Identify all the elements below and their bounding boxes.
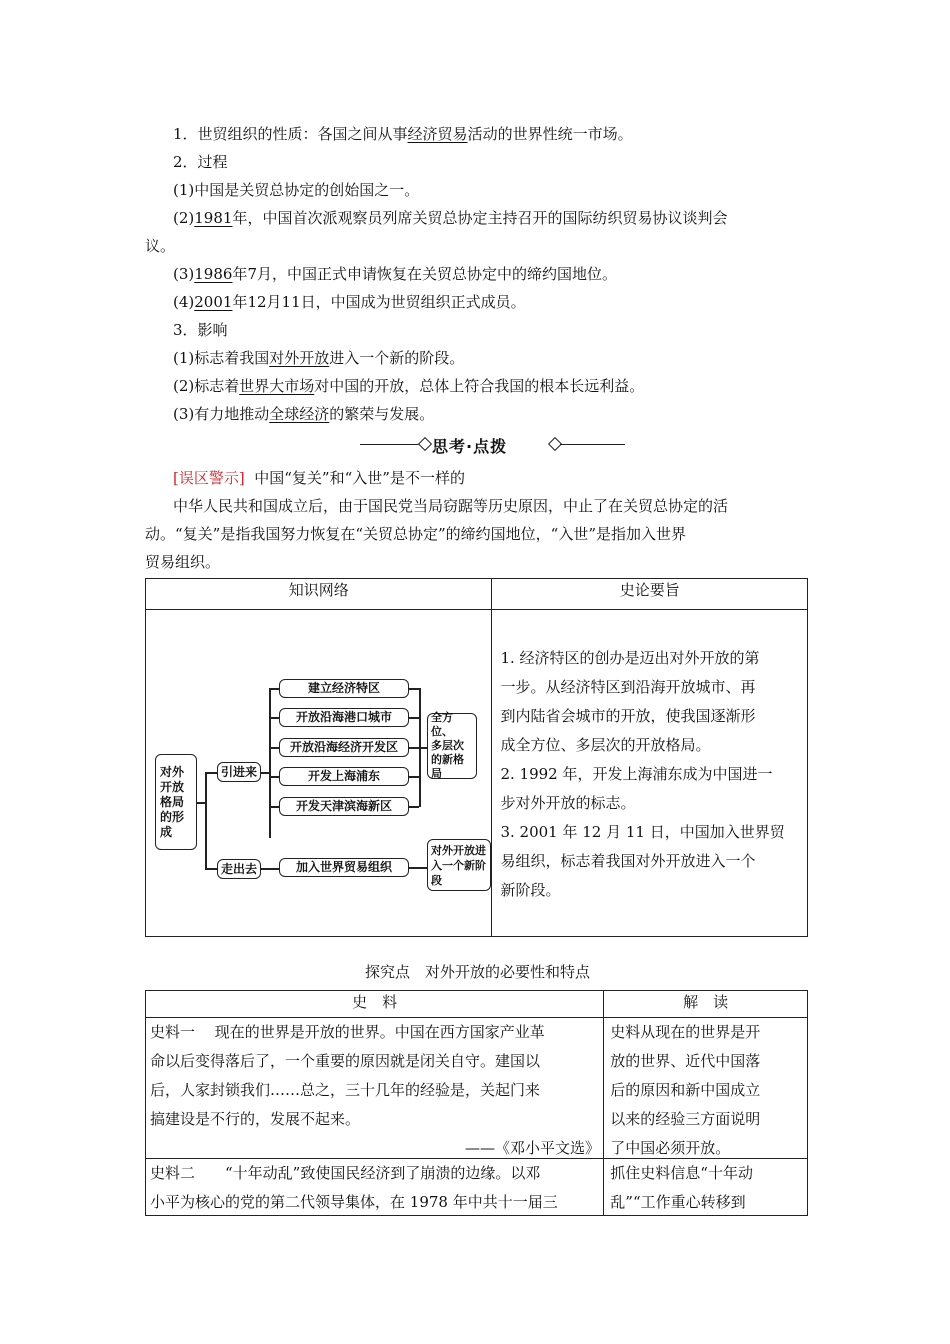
- result-out-box: 对外开放进 入一个新阶 段: [427, 839, 491, 891]
- key-point-line: 3. 2001 年 12 月 11 日，中国加入世界贸: [500, 823, 785, 841]
- interpretation-line: 后的原因和新中国成立: [610, 1081, 761, 1099]
- key-point-line: 新阶段。: [500, 881, 561, 899]
- result-in-box: 全方位、 多层次 的新格 局: [427, 713, 477, 779]
- interpretation-1-text: [610, 1018, 806, 1163]
- branch-out-box: 走出去: [217, 859, 261, 879]
- explore-header-sources: 史 料: [146, 991, 604, 1018]
- explore-title: 探究点 对外开放的必要性和特点: [364, 963, 590, 981]
- item-box-out: 加入世界贸易组织: [279, 858, 409, 877]
- warning-para-3: 贸易组织。: [145, 553, 221, 571]
- source-2-cell: [146, 1159, 604, 1216]
- source-2-text: [150, 1159, 602, 1217]
- key-point-line: 步对外开放的标志。: [500, 794, 636, 812]
- source-line: 命以后变得落后了，一个重要的原因就是闭关自守。建国以: [150, 1052, 541, 1070]
- item-box-5: 开发天津滨海新区: [279, 797, 409, 816]
- source-line: 史料一 现在的世界是开放的世界。中国在西方国家产业革: [150, 1023, 545, 1041]
- source-line: 搞建设是不行的，发展不起来。: [150, 1110, 361, 1128]
- key-points-text: [500, 644, 805, 905]
- interpretation-2-text: [610, 1159, 806, 1217]
- key-point-line: 1. 经济特区的创办是迈出对外开放的第: [500, 649, 760, 667]
- divider-title: 思考·点拨: [432, 437, 508, 456]
- warning-tag: [误区警示]: [173, 469, 245, 487]
- item-box-4: 开发上海浦东: [279, 767, 409, 786]
- source-line: 小平为核心的党的第二代领导集体，在 1978 年中共十一届三: [150, 1193, 558, 1211]
- explore-table: [145, 990, 808, 1216]
- warning-para-1: 中华人民共和国成立后，由于国民党当局窃踞等历史原因，中止了在关贸总协定的活: [173, 497, 729, 515]
- intro-line-7: 3．影响: [173, 321, 228, 339]
- intro-line-1: 1．世贸组织的性质：各国之间从事经济贸易活动的世界性统一市场。: [173, 125, 633, 143]
- branch-in-box: 引进来: [217, 762, 261, 782]
- intro-line-6: (4)2001年12月11日，中国成为世贸组织正式成员。: [173, 293, 526, 311]
- summary-header-points: 史论要旨: [492, 579, 808, 610]
- intro-line-4: (2)1981年，中国首次派观察员列席关贸总协定主持召开的国际纺织贸易协议谈判会: [173, 209, 728, 227]
- source-1-cell: [146, 1018, 604, 1159]
- interpretation-line: 史料从现在的世界是开: [610, 1023, 761, 1041]
- root-box: 对外 开放 格局 的形 成: [155, 754, 197, 850]
- interpretation-line: 以来的经验三方面说明: [610, 1110, 761, 1128]
- warning-para-2: 动。“复关”是指我国努力恢复在“关贸总协定”的缔约国地位，“入世”是指加入世界: [145, 525, 687, 543]
- intro-line-5: (3)1986年7月，中国正式申请恢复在关贸总协定中的缔约国地位。: [173, 265, 617, 283]
- interpretation-line: 了中国必须开放。: [610, 1139, 731, 1157]
- intro-line-2: 2．过程: [173, 153, 228, 171]
- key-point-line: 易组织，标志着我国对外开放进入一个: [500, 852, 756, 870]
- warning-heading: [误区警示] 中国“复关”和“入世”是不一样的: [173, 469, 465, 487]
- intro-line-3: (1)中国是关贸总协定的创始国之一。: [173, 181, 420, 199]
- interpretation-line: 抓住史料信息“十年动: [610, 1164, 753, 1182]
- summary-header-network: 知识网络: [146, 579, 492, 610]
- section-divider: [360, 434, 625, 456]
- key-points-cell: [492, 610, 808, 937]
- summary-table: [145, 578, 808, 937]
- intro-line-4b: 议。: [145, 237, 176, 255]
- key-point-line: 到内陆省会城市的开放，使我国逐渐形: [500, 707, 756, 725]
- key-point-line: 成全方位、多层次的开放格局。: [500, 736, 711, 754]
- intro-line-10: (3)有力地推动全球经济的繁荣与发展。: [173, 405, 435, 423]
- intro-line-9: (2)标志着世界大市场对中国的开放，总体上符合我国的根本长远利益。: [173, 377, 645, 395]
- key-point-line: 2. 1992 年，开发上海浦东成为中国进一: [500, 765, 773, 783]
- item-box-3: 开放沿海经济开发区: [279, 738, 409, 757]
- interpretation-line: 放的世界、近代中国落: [610, 1052, 761, 1070]
- source-line: 史料二 “十年动乱”致使国民经济到了崩溃的边缘。以邓: [150, 1164, 541, 1182]
- explore-header-interpretation: 解 读: [604, 991, 808, 1018]
- item-box-2: 开放沿海港口城市: [279, 708, 409, 727]
- interpretation-2-cell: [604, 1159, 808, 1216]
- item-box-1: 建立经济特区: [279, 679, 409, 698]
- knowledge-network-diagram: [146, 610, 492, 936]
- interpretation-line: 乱”“工作重心转移到: [610, 1193, 746, 1211]
- interpretation-1-cell: [604, 1018, 808, 1159]
- source-citation: ——《邓小平文选》: [464, 1139, 600, 1157]
- source-line: 后，人家封锁我们……总之，三十几年的经验是，关起门来: [150, 1081, 541, 1099]
- source-1-text: [150, 1018, 602, 1163]
- knowledge-network-cell: [146, 610, 492, 937]
- key-point-line: 一步。从经济特区到沿海开放城市、再: [500, 678, 756, 696]
- intro-line-8: (1)标志着我国对外开放进入一个新的阶段。: [173, 349, 465, 367]
